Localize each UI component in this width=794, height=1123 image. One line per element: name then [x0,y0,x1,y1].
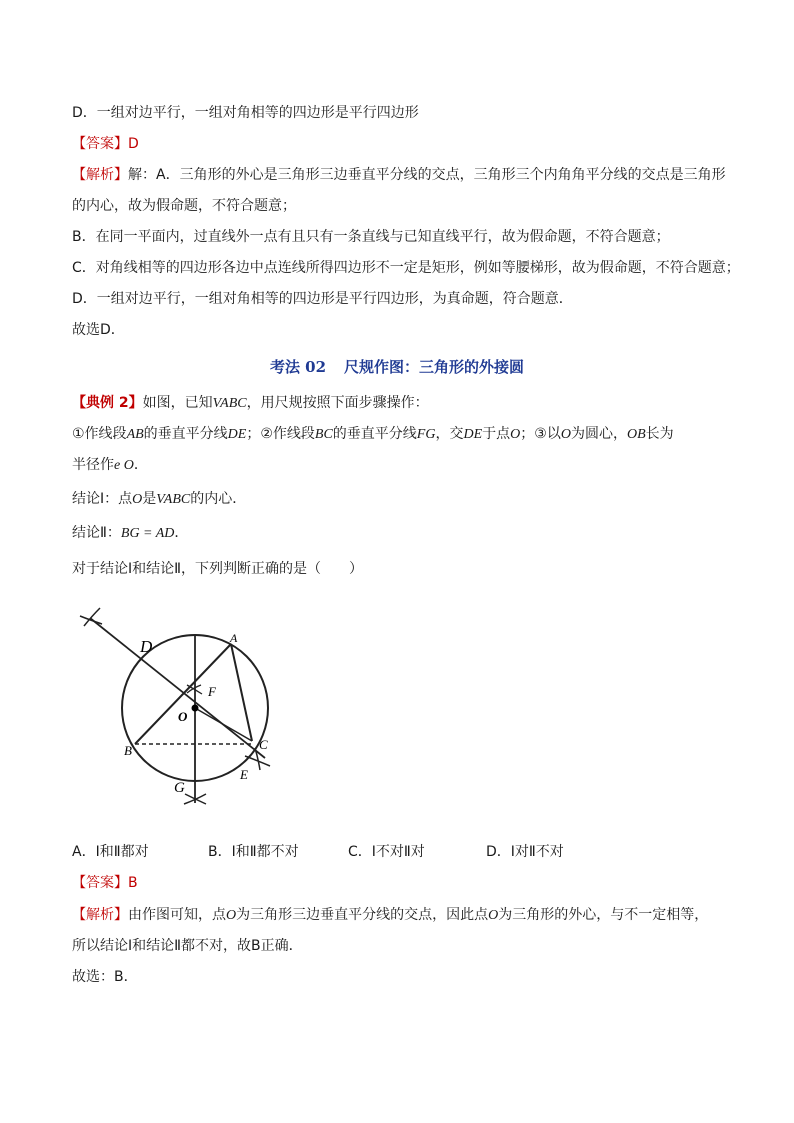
question-text: 对于结论Ⅰ和结论Ⅱ，下列判断正确的是（ ） [72,561,364,577]
label-o: O [178,709,188,724]
analysis-2-line-1 [72,905,708,926]
bisector-de [90,618,265,758]
analysis-tag: 【解析】 [72,167,128,183]
math-expression: BG = AD [120,526,175,541]
step-text: ；③以 [520,426,561,442]
choose-2: 故选：B． [72,969,138,985]
example-steps-2 [72,455,148,476]
label-g: G [174,780,185,796]
step-text: 为圆心， [570,426,627,442]
step-text: ①作线段 [72,426,127,442]
label-d: D [140,637,153,656]
math-bc: BC [314,427,333,442]
label-e: E [240,767,248,782]
conclusion-text: ． [174,525,189,541]
option-a[interactable]: A．Ⅰ和Ⅱ都对 [72,844,149,860]
label-b: B [124,743,132,758]
math-o: O [510,427,521,442]
analysis-1-line-b: B．在同一平面内，过直线外一点有且只有一条直线与已知直线平行，故为假命题，不符合题意； [72,229,670,245]
math-de: DE [227,427,247,442]
step-text: ，交 [435,426,464,442]
analysis-1-line-2: 的内心，故为假命题，不符合题意； [72,198,296,214]
analysis-1-line-c: C．对角线相等的四边形各边中点连线所得四边形不一定是矩形，例如等腰梯形，故为假命题，不符合题意； [72,260,740,276]
answer-1 [72,134,139,154]
math-o: O [488,908,499,923]
construction-figure [60,598,300,818]
triangle-symbol: VABC [156,492,191,507]
analysis-tag: 【解析】 [72,907,128,923]
math-ab: AB [126,427,144,442]
math-ob: OB [626,427,646,442]
option-d[interactable]: D．Ⅰ对Ⅱ不对 [486,844,564,860]
label-a: A [230,631,238,645]
point-o [192,705,199,712]
option-c[interactable]: C．Ⅰ不对Ⅱ对 [348,844,425,860]
conclusion-1 [72,489,246,510]
example-text: ，用尺规按照下面步骤操作： [246,395,429,411]
answer-tag: 【答案】 [72,875,128,891]
analysis-text: 为三角形三边垂直平分线的交点，因此点 [236,907,489,923]
example-text: 如图，已知 [142,395,213,411]
step-text: 的垂直平分线 [332,426,417,442]
label-f: F [208,684,216,699]
step-text: ；②作线段 [246,426,315,442]
example-steps-1 [72,424,674,445]
answer-tag: 【答案】 [72,136,128,152]
segment-oc [195,708,252,741]
analysis-1-line-d: D．一组对边平行，一组对角相等的四边形是平行四边形，为真命题，符合题意． [72,291,573,307]
math-fg: FG [416,427,436,442]
answer-value: D [128,136,139,152]
math-de: DE [463,427,483,442]
segment-ab [135,644,231,744]
heading-number: 考法 02 [269,358,327,376]
section-heading [0,356,794,377]
option-d-text: D．一组对边平行，一组对角相等的四边形是平行四边形 [72,105,419,121]
analysis-text: 解：A．三角形的外心是三角形三边垂直平分线的交点，三角形三个内角角平分线的交点是三角形 [128,167,726,183]
answer-value: B [128,875,138,891]
conclusion-2 [72,523,188,544]
arc-mark-top [80,608,102,626]
example-tag: 【典例 2】 [72,395,143,411]
step-text: ． [133,457,148,473]
label-c: C [259,737,268,752]
triangle-symbol: VABC [212,396,247,411]
choose-1: 故选D． [72,322,125,338]
analysis-text: 为三角形的外心，与不一定相等， [498,907,709,923]
step-text: 的垂直平分线 [143,426,228,442]
conclusion-text: 结论Ⅰ：点 [72,491,133,507]
analysis-text: 由作图可知，点 [128,907,226,923]
step-text: 于点 [482,426,511,442]
option-b[interactable]: B．Ⅰ和Ⅱ都不对 [208,844,299,860]
conclusion-text: 是 [142,491,157,507]
conclusion-text: 的内心． [190,491,247,507]
math-o: O [132,492,143,507]
math-o: O [226,908,237,923]
math-circle-o: e O [114,458,134,473]
answer-2 [72,873,138,893]
math-o: O [560,427,571,442]
analysis-1-line-1 [72,165,726,185]
step-text: 长为 [645,426,674,442]
example-intro [72,393,429,414]
step-text: 半径作 [72,457,114,473]
conclusion-text: 结论Ⅱ： [72,525,121,541]
heading-title: 尺规作图：三角形的外接圆 [344,358,525,376]
analysis-2-line-2: 所以结论Ⅰ和结论Ⅱ都不对，故B正确． [72,938,303,954]
